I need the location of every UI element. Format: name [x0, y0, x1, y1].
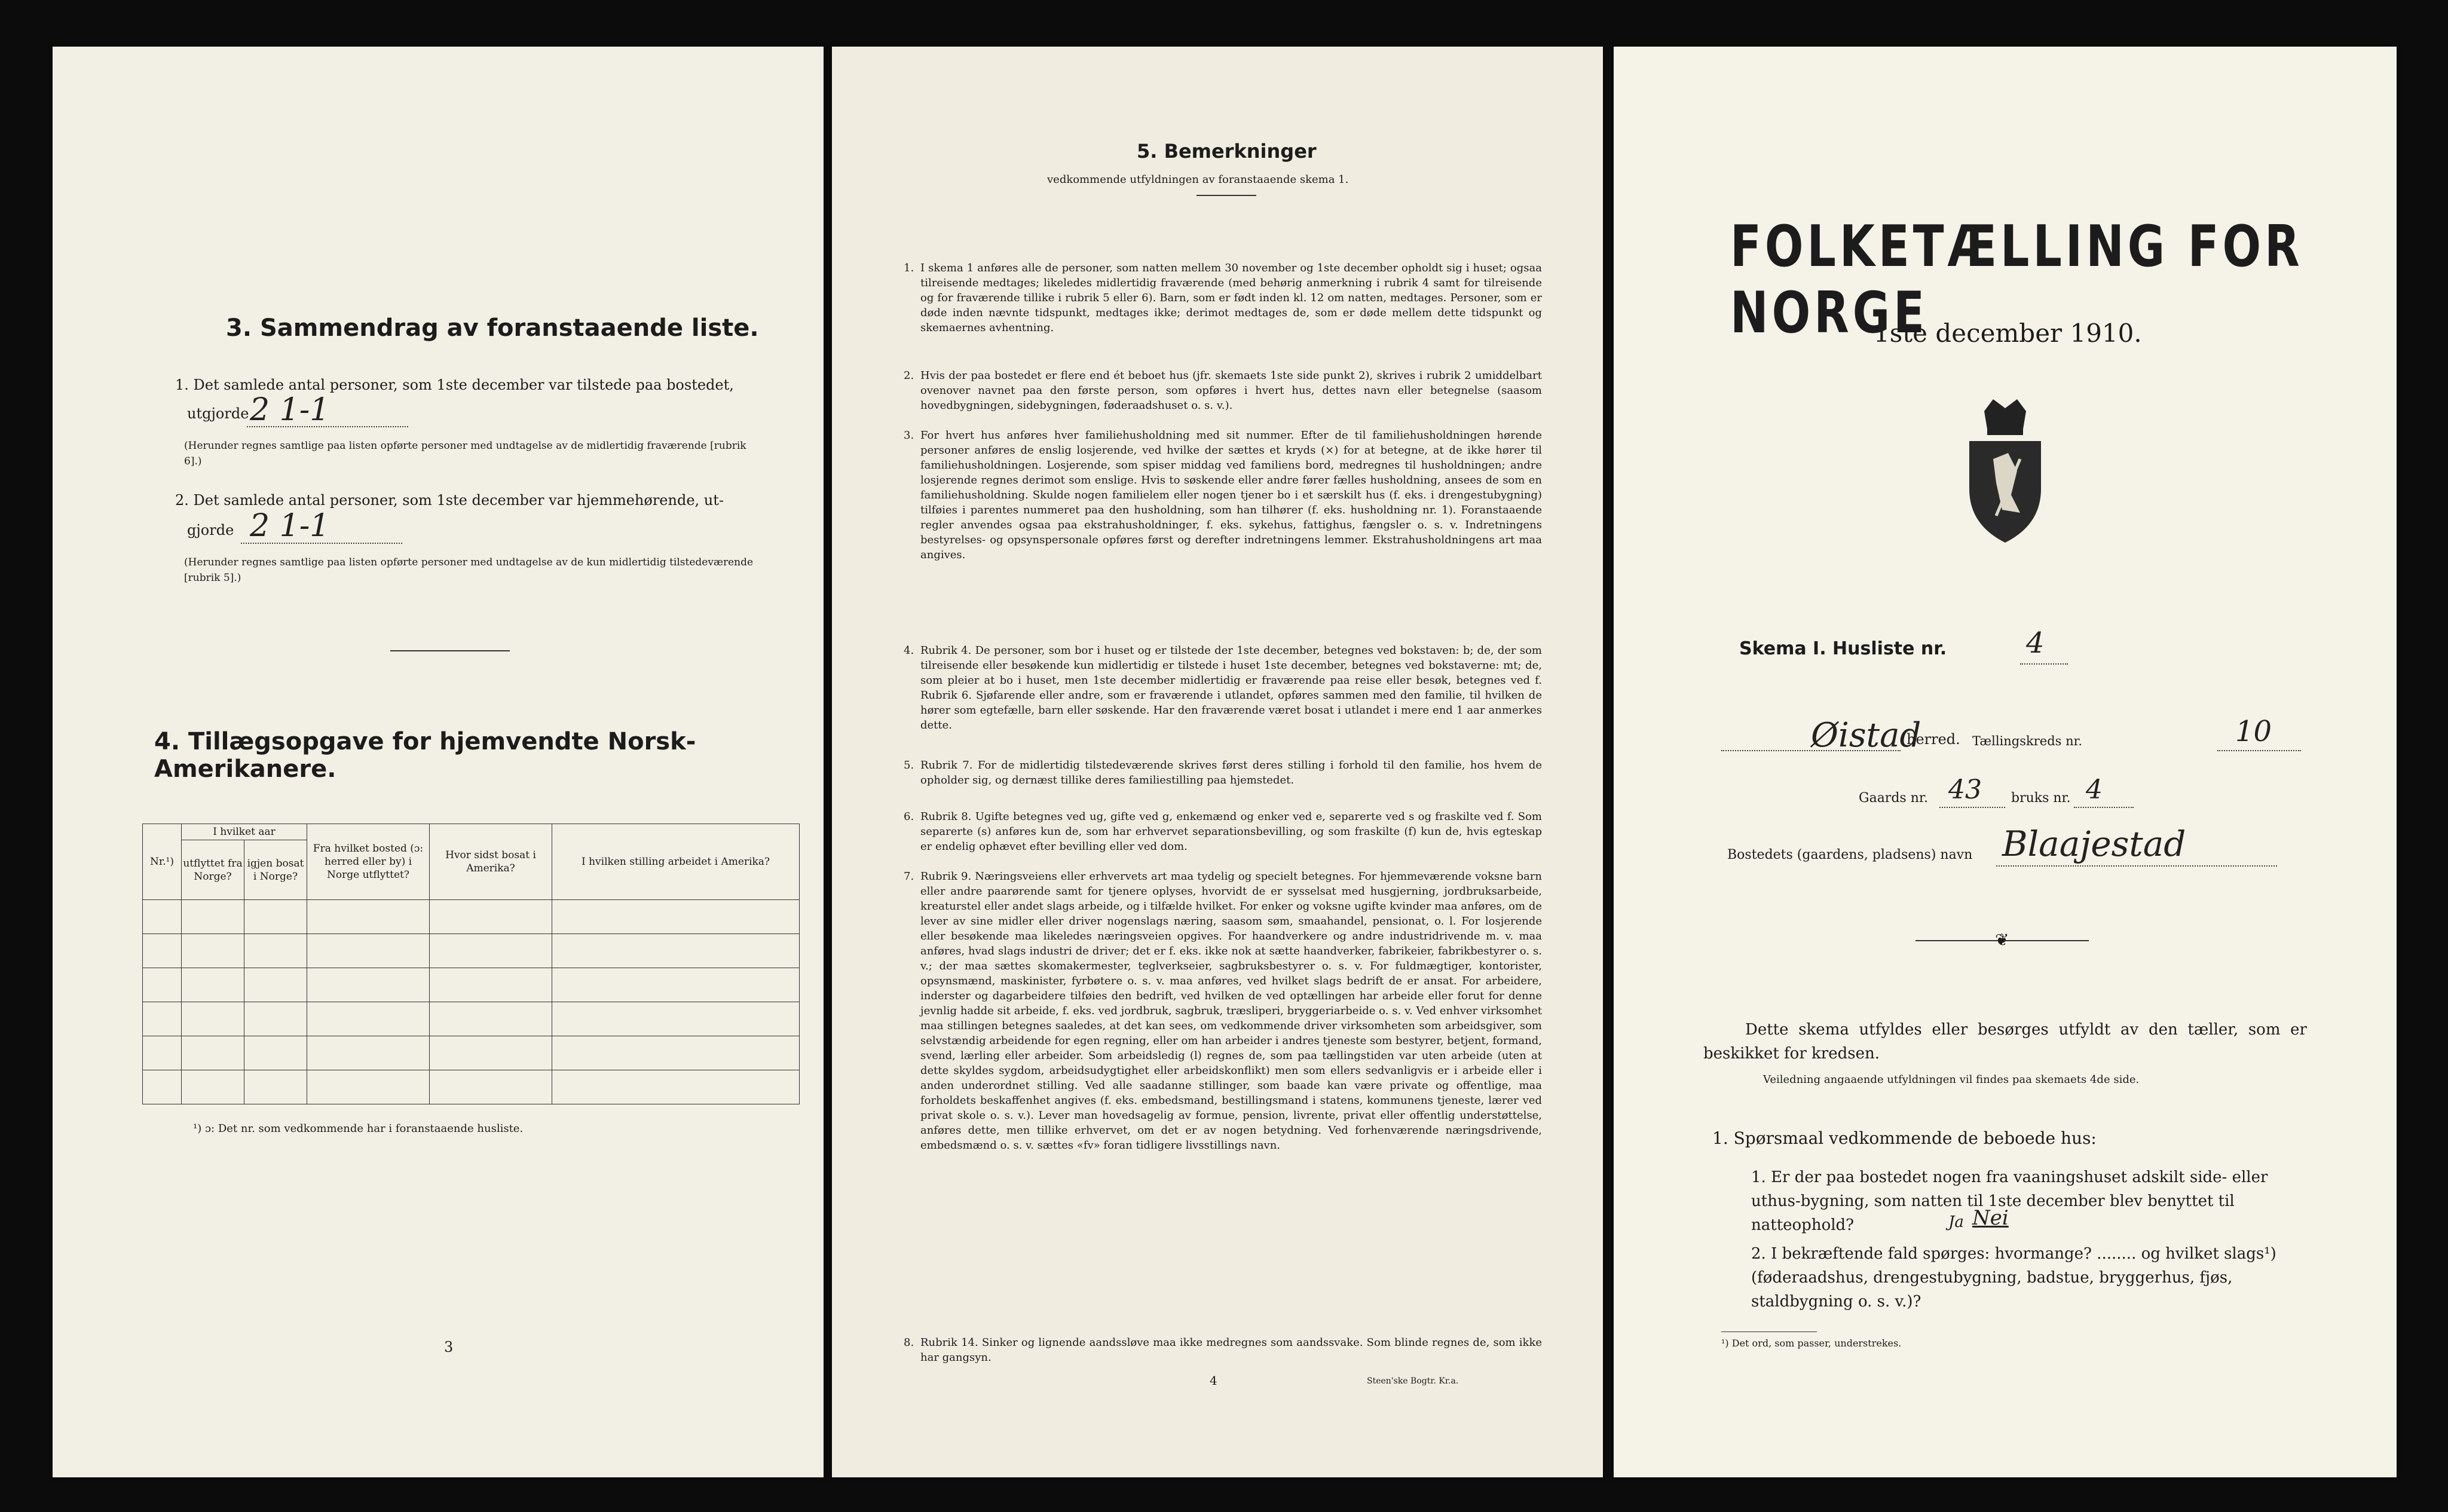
question-2: 2. I bekræftende fald spørges: hvormange? ........ og hvilket slags¹) (føderaadshus, drengestubygning, badstue, bryggerhus, fjøs, staldbygning o. s. v.)? — [1751, 1245, 2276, 1311]
table-row — [143, 968, 800, 1002]
divider — [390, 650, 510, 651]
remark-text: I skema 1 anføres alle de personer, som natten mellem 30 november og 1ste december opholdt sig i huset; ogsaa tilreisende medtages; likeledes midlertidig fraværende (med behørig anmerkning i rubrik 4 samt for tilreisende og for fraværende tillike i rubrik 5 eller 6). Barn, som er født inden kl. 12 om natten, medtages. Personer, som er døde inden nævnte tidspunkt, medtages ikke; derimot medtages de, som er døde mellem dette tidspunkt og skemaernes avhentning. — [920, 262, 1542, 334]
remarks-rule — [1197, 195, 1256, 196]
table-row — [143, 1002, 800, 1036]
intro-text: Dette skema utfyldes eller besørges utfyldt av den tæller, som er beskikket for kredsen. — [1703, 1021, 2307, 1063]
item2-line1: 2. Det samlede antal personer, som 1ste december var hjemmehørende, ut- — [175, 492, 724, 509]
bruks-line — [2074, 807, 2134, 808]
herred-label: herred. — [1907, 731, 1960, 748]
kreds-label: Tællingskreds nr. — [1972, 734, 2083, 748]
remark-number: 8. — [904, 1336, 914, 1349]
remark-item — [904, 758, 1542, 788]
remark-number: 2. — [904, 369, 914, 382]
remark-number: 3. — [904, 429, 914, 442]
col-utflyttet-header: utflyttet fra Norge? — [182, 840, 244, 900]
col-igjen-header: igjen bosat i Norge? — [244, 840, 307, 900]
gaards-value: 43 — [1948, 775, 1982, 805]
husliste-nr: 4 — [2026, 626, 2045, 660]
item1-dotline — [247, 426, 408, 427]
col-hvor-header: Hvor sidst bosat i Amerika? — [430, 824, 552, 900]
remark-number: 5. — [904, 759, 914, 772]
table-row — [143, 1036, 800, 1070]
remarks-list — [832, 208, 1603, 1379]
norsk-amerikanere-table — [142, 824, 800, 1104]
remark-number: 4. — [904, 644, 914, 657]
document-date: 1ste december 1910. — [1874, 319, 2142, 348]
item2-prefix: gjorde — [187, 522, 234, 538]
left-page — [53, 47, 824, 1477]
printer-mark: Steen'ske Bogtr. Kr.a. — [1367, 1376, 1459, 1386]
bruks-value: 4 — [2086, 775, 2103, 805]
remark-text: Rubrik 7. For de midlertidig tilstedeværende skrives først deres stilling i forhold til den familie, hos hvem de opholder sig, og dernæst tillike deres familiestilling paa hjemstedet. — [920, 759, 1542, 786]
table-row — [143, 1070, 800, 1104]
gaards-label: Gaards nr. — [1859, 791, 1928, 806]
q1-answer-label: Ja — [1948, 1213, 1964, 1231]
kreds-value: 10 — [2235, 715, 2272, 748]
remarks-heading: 5. Bemerkninger — [1137, 140, 1317, 163]
middle-page — [832, 47, 1603, 1477]
section4-heading: 4. Tillægsopgave for hjemvendte Norsk-Amerikanere. — [154, 728, 696, 783]
remark-text: Rubrik 4. De personer, som bor i huset og er tilstede der 1ste december, betegnes ved bokstaven: b; de, der som tilreisende eller besøkende kun midlertidig er tilstede i huset 1ste december, betegnes ved bokstaverne: mt; de, som pleier at bo i huset, men 1ste december midlertidig er fraværende paa reise eller besøk, betegnes ved f. Rubrik 6. Sjøfarende eller andre, som er fraværende i utlandet, opføres sammen med den familie, til hvilken de hører som egtefælle, barn eller søskende. Har den fraværende været bosat i utlandet i mere end 1 aar anmerkes dette. — [920, 644, 1542, 731]
col-nr-header: Nr.¹) — [143, 824, 182, 900]
question-1: 1. Er der paa bostedet nogen fra vaaningshuset adskilt side- eller uthus-bygning, som natten til 1ste december blev benyttet til natteophold? — [1751, 1168, 2268, 1234]
remark-text: Rubrik 8. Ugifte betegnes ved ug, gifte ved g, enkemænd og enker ved e, separerte ved s og fraskilte ved f. Som separerte (s) anføres kun de, som har erhvervet separationsbevilling, og som fraskilte (f) kun de, hvis egteskap er endelig ophævet efter bevilling eller ved dom. — [920, 810, 1542, 853]
item2-note: (Herunder regnes samtlige paa listen opførte personer med undtagelse av de kun midlertidig tilstedeværende [rubrik 5].) — [184, 556, 754, 584]
coat-of-arms-icon — [1960, 393, 2050, 549]
item1-note: (Herunder regnes samtlige paa listen opførte personer med undtagelse av de midlertidig fraværende [rubrik 6].) — [184, 440, 746, 467]
item1-value: 2 1-1 — [250, 392, 330, 428]
remarks-subheading: vedkommende utfyldningen av foranstaaende skema 1. — [1047, 173, 1349, 186]
remark-text: Rubrik 14. Sinker og lignende aandssløve maa ikke medregnes som aandssvake. Som blinde regnes de, som ikke har gangsyn. — [920, 1336, 1542, 1364]
document-title: FOLKETÆLLING FOR NORGE — [1730, 213, 2303, 346]
remark-item — [904, 869, 1542, 1153]
intro-small-text: Veiledning angaaende utfyldningen vil findes paa skemaets 4de side. — [1763, 1073, 2140, 1086]
table-row — [143, 934, 800, 968]
table-row — [143, 900, 800, 934]
remark-number: 6. — [904, 810, 914, 823]
remark-item — [904, 428, 1542, 562]
item2-dotline — [241, 543, 402, 544]
item2-value: 2 1-1 — [250, 508, 330, 544]
col-fra-header: Fra hvilket bosted (ɔ: herred eller by) i Norge utflyttet? — [307, 824, 430, 900]
page-number: 4 — [1210, 1373, 1217, 1388]
remark-item — [904, 368, 1542, 413]
table-footnote: ¹) ɔ: Det nr. som vedkommende har i foranstaaende husliste. — [193, 1122, 524, 1135]
col-group-header: I hvilket aar — [182, 824, 307, 840]
item1-line1: 1. Det samlede antal personer, som 1ste december var tilstede paa bostedet, — [175, 377, 734, 393]
bosted-label: Bostedets (gaardens, pladsens) navn — [1727, 847, 1973, 862]
right-page — [1614, 47, 2397, 1477]
remark-number: 7. — [904, 870, 914, 883]
bruks-label: bruks nr. — [2011, 791, 2071, 806]
remark-text: Rubrik 9. Næringsveiens eller erhvervets art maa tydelig og specielt betegnes. For hjemmeværende voksne barn eller andre paarørende samt for tjenere oplyses, hvorvidt de er sysselsat med husgjerning, jordbruksarbeide, kreaturstel eller andet slags arbeide, og i tilfælde hvilket. For enker og voksne ugifte kvinder maa anføres, om de lever av sine midler eller driver nogenslags næring, saasom søm, smaahandel, pensionat, o. l. For losjerende eller besøkende maa likeledes næringsveien opgives. For haandverkere og andre industridrivende m. v. maa anføres, hvad slags industri de driver; det er f. eks. ikke nok at sætte haandverker, fabrikeier, fabrikbestyrer o. s. v.; der maa sættes skomakermester, teglverkseier, sagbruksbestyrer o. s. v. For fuldmægtiger, kontorister, opsynsmænd, maskinister, fyrbøtere o. s. v. maa anføres, ved hvilket slags bedrift de er ansat. For arbeidere, inderster og dagarbeidere tilføies den bedrift, ved hvilken de ved optællingen har arbeide eller forut for denne jevnlig hadde sit arbeide, f. eks. ved jordbruk, sagbruk, træsliperi, bryggeriarbeide o. s. v. Ved enhver virksomhet maa stillingen betegnes saaledes, at det kan sees, om vedkommende driver virksomheten som arbeidsgiver, som selvstændig arbeidende for egen regning, eller om han arbeider i andres tjeneste som bestyrer, betjent, formand, svend, lærling eller arbeider. Som arbeidsledig (l) regnes de, som paa tællingstiden var uten arbeide (uten at dette skyldes sygdom, arbeidsudygtighet eller arbeidskonflikt) men som ellers sedvanligvis er i arbeide eller i anden underordnet stilling. Ved alle saadanne stillinger, som baade kan være private og offentlige, maa forholdets beskaffenhet angives (f. eks. embedsmand, bestillingsmand i statens, kommunens tjeneste, lærer ved privat skole o. s. v.). Lever man hovedsagelig av formue, pension, livrente, privat eller offentlig understøttelse, anføres dette, men tillike erhvervet, om det er av nogen betydning. Ved forhenværende næringsdrivende, embedsmænd o. s. v. sættes «fv» foran tidligere livsstillings navn. — [920, 870, 1542, 1152]
section3-heading: 3. Sammendrag av foranstaaende liste. — [226, 314, 759, 342]
q1-answer: Nei — [1972, 1206, 2009, 1230]
page-number: 3 — [444, 1339, 454, 1355]
gaards-line — [1939, 807, 2005, 808]
bosted-line — [1996, 865, 2277, 867]
item1-prefix: utgjorde — [187, 405, 249, 422]
remark-text: For hvert hus anføres hver familiehusholdning med sit nummer. Efter de til familiehusholdningen hørende personer anføres de enslig losjerende, ved hvilke der sættes et kryds (×) for at betegne, at de ikke hører til familiehusholdningen. Losjerende, som spiser middag ved familiens bord, medregnes til husholdningen; andre losjerende regnes derimot som enslige. Hvis to søskende eller andre fører fælles husholdning, ansees de som en familiehusholdning. Skulde nogen familielem eller nogen tjener bo i et særskilt hus (f. eks. i drengestubygning) tilføies i parentes nummeret paa den husholdning, som han tilhører (f. eks. husholdning nr. 1). Foranstaaende regler anvendes ogsaa paa ekstrahusholdninger, f. eks. sykehus, fattighus, fængsler o. s. v. Indretningens bestyrelses- og opsynspersonale opføres først og derefter indretningens lemmer. Ekstrahusholdningens art maa angives. — [920, 429, 1542, 561]
herred-value: Øistad — [1811, 716, 1921, 755]
remark-item — [904, 643, 1542, 733]
skema-label: Skema I. Husliste nr. — [1739, 638, 1947, 659]
bosted-value: Blaajestad — [2002, 824, 2186, 864]
husliste-line — [2020, 663, 2068, 665]
ornament-icon: ❦ — [1995, 930, 2009, 950]
footnote: ¹) Det ord, som passer, understrekes. — [1721, 1337, 1902, 1349]
kreds-line — [2217, 750, 2301, 751]
col-stilling-header: I hvilken stilling arbeidet i Amerika? — [552, 824, 800, 900]
questions-heading: 1. Spørsmaal vedkommende de beboede hus: — [1712, 1128, 2097, 1148]
remark-text: Hvis der paa bostedet er flere end ét beboet hus (jfr. skemaets 1ste side punkt 2), skrives i rubrik 2 umiddelbart ovenover navnet paa den første person, som opføres i hvert hus, dettes navn eller betegnelse (saasom hovedbygningen, sidebygningen, føderaadshuset o. s. v.). — [920, 369, 1542, 412]
remark-number: 1. — [904, 262, 914, 274]
remark-item — [904, 261, 1542, 335]
remark-item — [904, 1335, 1542, 1365]
remark-item — [904, 809, 1542, 854]
